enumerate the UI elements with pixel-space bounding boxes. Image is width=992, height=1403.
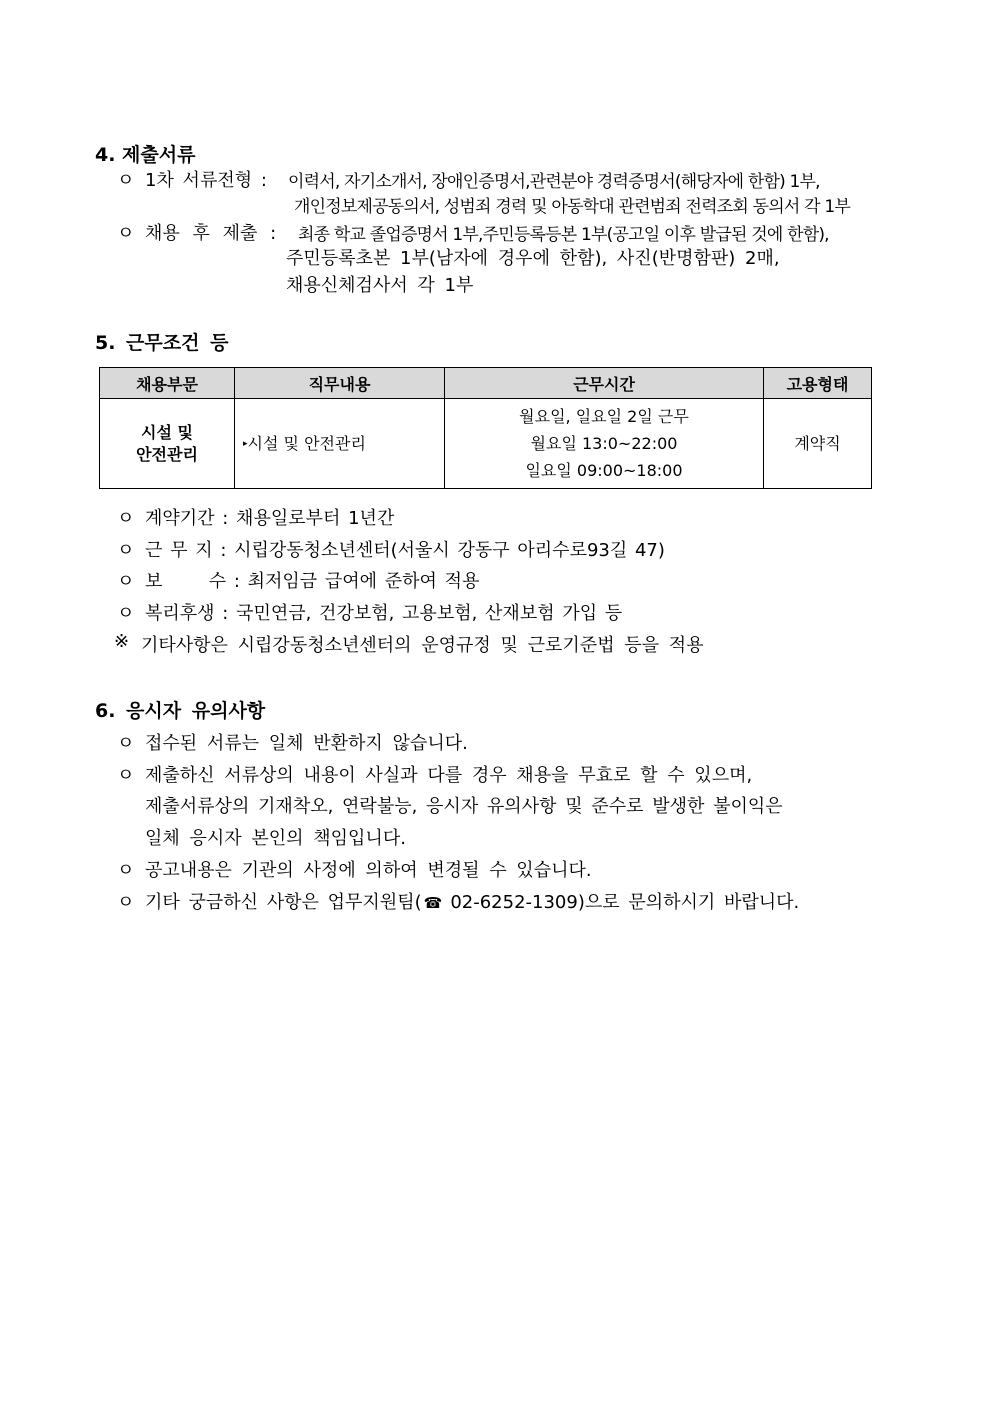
dept-line-1: 시설 및 bbox=[141, 422, 193, 442]
notice-item-line-1: 제출하신 서류상의 내용이 사실과 다를 경우 채용을 무효로 할 수 있으며, bbox=[145, 765, 753, 786]
section-5-title: 5. 근무조건 등 bbox=[95, 332, 229, 354]
phone-number: 02-6252-1309 bbox=[450, 892, 578, 913]
item-2-label: 채용 후 제출 : bbox=[145, 223, 277, 244]
item-1-line-1: 이력서, 자기소개서, 장애인증명서,관련분야 경력증명서(해당자에 한함) 1부, bbox=[288, 172, 820, 192]
bullet-icon: ㅇ bbox=[117, 733, 135, 754]
section-4-title: 4. 제출서류 bbox=[95, 144, 196, 166]
dept-cell bbox=[100, 399, 235, 489]
bullet-icon: ㅇ bbox=[117, 571, 135, 592]
notice-item-contact bbox=[145, 888, 799, 914]
bullet-icon: ㅇ bbox=[117, 603, 135, 624]
section-6-title: 6. 응시자 유의사항 bbox=[95, 700, 266, 722]
condition-item: 복리후생 : 국민연금, 건강보험, 고용보험, 산재보험 가입 등 bbox=[145, 603, 623, 624]
condition-item: 근 무 지 : 시립강동청소년센터(서울시 강동구 아리수로93길 47) bbox=[145, 540, 665, 561]
time-line-3: 일요일 09:00~18:00 bbox=[525, 461, 683, 480]
work-conditions-table bbox=[99, 367, 872, 489]
notice-item-line-2: 제출서류상의 기재착오, 연락불능, 응시자 유의사항 및 준수로 발생한 불이익은 bbox=[145, 796, 783, 817]
item-2-line-2: 주민등록초본 1부(남자에 경우에 한함), 사진(반명함판) 2매, bbox=[286, 248, 780, 269]
bullet-icon: ㅇ bbox=[117, 765, 135, 786]
time-cell bbox=[445, 399, 764, 489]
bullet-icon: ㅇ bbox=[117, 223, 135, 244]
contact-text-pre: 기타 궁금하신 사항은 업무지원팀( bbox=[145, 892, 422, 913]
duty-text: 시설 및 안전관리 bbox=[247, 433, 366, 453]
bullet-icon: ㅇ bbox=[117, 860, 135, 881]
table-header: 고용형태 bbox=[764, 368, 872, 399]
dept-line-2: 안전관리 bbox=[136, 444, 198, 464]
contact-text-post: )으로 문의하시기 바랍니다. bbox=[577, 892, 800, 913]
triangle-bullet-icon: ▸ bbox=[243, 438, 248, 449]
bullet-icon: ㅇ bbox=[117, 540, 135, 561]
condition-item: 보 수 : 최저임금 급여에 준하여 적용 bbox=[145, 571, 480, 592]
phone-icon: ☎ bbox=[423, 894, 443, 912]
duty-cell bbox=[235, 399, 445, 489]
time-line-2: 월요일 13:0~22:00 bbox=[530, 434, 678, 453]
notice-item: 접수된 서류는 일체 반환하지 않습니다. bbox=[145, 733, 468, 754]
item-2-line-3: 채용신체검사서 각 1부 bbox=[286, 275, 474, 296]
note-mark: ※ bbox=[114, 631, 130, 652]
table-header: 직무내용 bbox=[235, 368, 445, 399]
item-2-line-1: 최종 학교 졸업증명서 1부,주민등록등본 1부(공고일 이후 발급된 것에 한함), bbox=[298, 225, 829, 245]
bullet-icon: ㅇ bbox=[117, 170, 135, 191]
table-header-row bbox=[100, 368, 872, 399]
table-header: 근무시간 bbox=[445, 368, 764, 399]
time-line-1: 월요일, 일요일 2일 근무 bbox=[519, 407, 689, 426]
note-text: 기타사항은 시립강동청소년센터의 운영규정 및 근로기준법 등을 적용 bbox=[141, 635, 704, 656]
item-1-label: 1차 서류전형 : bbox=[145, 170, 267, 191]
notice-item-line-3: 일체 응시자 본인의 책임입니다. bbox=[145, 828, 406, 849]
notice-item: 공고내용은 기관의 사정에 의하여 변경될 수 있습니다. bbox=[145, 860, 592, 881]
bullet-icon: ㅇ bbox=[117, 508, 135, 529]
bullet-icon: ㅇ bbox=[117, 892, 135, 913]
type-cell: 계약직 bbox=[764, 399, 872, 489]
table-header: 채용부문 bbox=[100, 368, 235, 399]
table-row bbox=[100, 399, 872, 489]
item-1-line-2: 개인정보제공동의서, 성범죄 경력 및 아동학대 관련범죄 전력조회 동의서 각 1부 bbox=[294, 197, 850, 217]
condition-item: 계약기간 : 채용일로부터 1년간 bbox=[145, 508, 395, 529]
